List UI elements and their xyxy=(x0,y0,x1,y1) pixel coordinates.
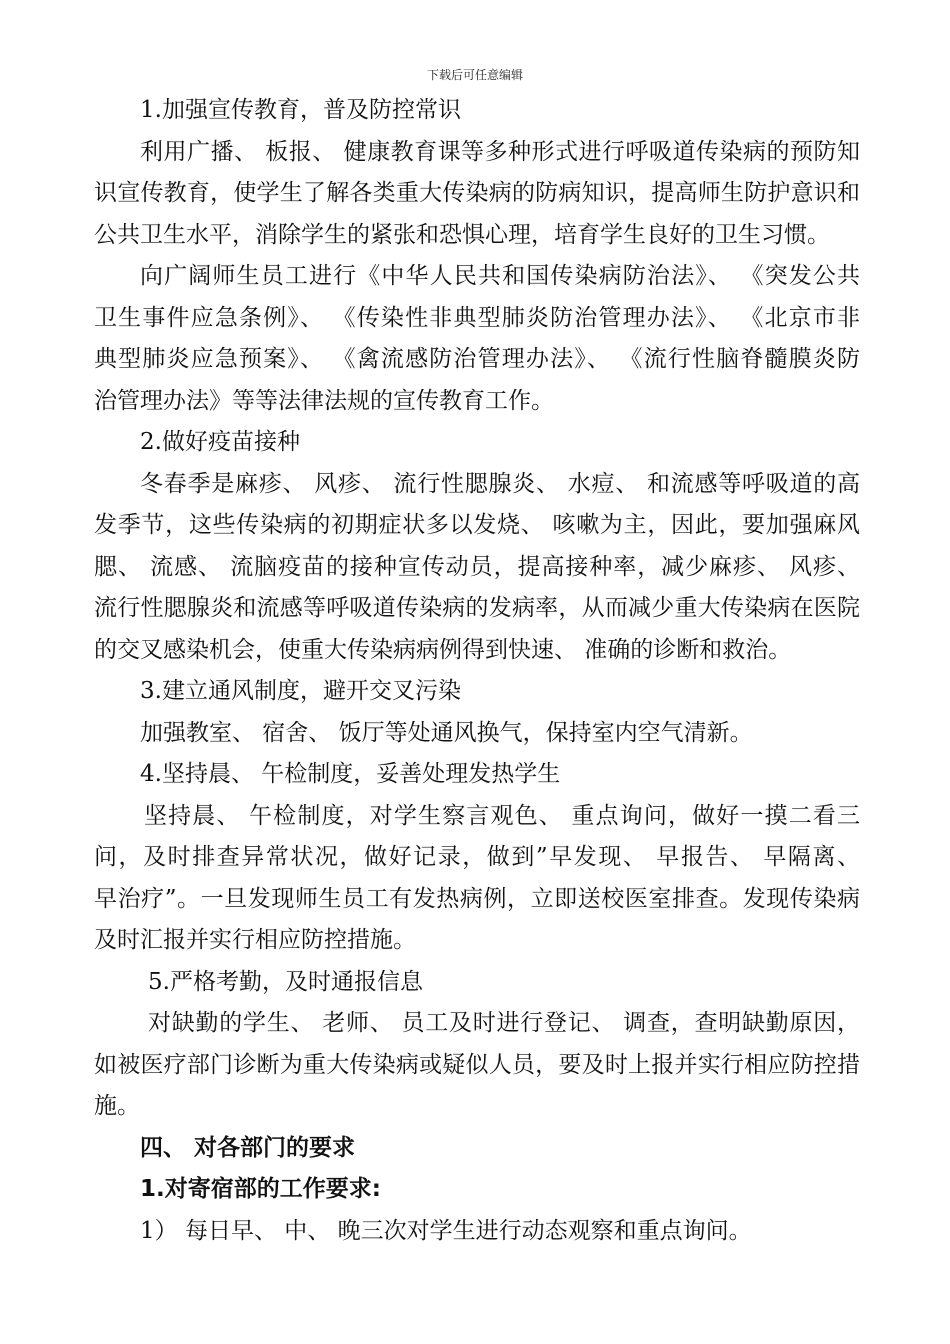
paragraph-line: 流行性腮腺炎和流感等呼吸道传染病的发病率，从而减少重大传染病在医院 xyxy=(94,595,860,621)
paragraph-line: 识宣传教育，使学生了解各类重大传染病的防病知识，提高师生防护意识和 xyxy=(94,180,860,206)
section-heading-4: 4.坚持晨、 午检制度，妥善处理发热学生 xyxy=(140,761,561,787)
subsection-heading: 1.对寄宿部的工作要求: xyxy=(140,1176,381,1202)
document-body xyxy=(94,90,860,1252)
paragraph-line: 对缺勤的学生、 老师、 员工及时进行登记、 调查，查明缺勤原因， xyxy=(148,1010,860,1036)
paragraph-line: 典型肺炎应急预案》、 《禽流感防治管理办法》、 《流行性脑脊髓膜炎防 xyxy=(94,346,860,372)
paragraph-line: 施。 xyxy=(94,1093,140,1119)
paragraph-line: 坚持晨、 午检制度，对学生察言观色、 重点询问，做好一摸二看三 xyxy=(144,802,860,829)
header-note: 下载后可任意编辑 xyxy=(426,68,523,82)
section-heading-2: 2.做好疫苗接种 xyxy=(140,429,300,455)
section-heading-5: 5.严格考勤，及时通报信息 xyxy=(148,968,423,995)
paragraph-line: 公共卫生水平，消除学生的紧张和恐惧心理，培育学生良好的卫生习惯。 xyxy=(94,221,830,248)
paragraph-line: 加强教室、 宿舍、 饭厅等处通风换气，保持室内空气清新。 xyxy=(140,719,753,746)
list-item: 1） 每日早、 中、 晚三次对学生进行动态观察和重点询问。 xyxy=(140,1217,752,1244)
paragraph-line: 冬春季是麻疹、 风疹、 流行性腮腺炎、 水痘、 和流感等呼吸道的高 xyxy=(140,470,860,497)
paragraph-line: 问，及时排查异常状况，做好记录，做到”早发现、 早报告、 早隔离、 xyxy=(94,844,860,870)
paragraph-line: 的交叉感染机会，使重大传染病病例得到快速、 准确的诊断和救治。 xyxy=(94,636,792,663)
section-heading-3: 3.建立通风制度，避开交叉污染 xyxy=(140,678,461,704)
paragraph-line: 利用广播、 板报、 健康教育课等多种形式进行呼吸道传染病的预防知 xyxy=(140,138,860,165)
section-heading-1: 1.加强宣传教育，普及防控常识 xyxy=(140,97,461,123)
paragraph-line: 向广阔师生员工进行《中华人民共和国传染病防治法》、 《突发公共 xyxy=(140,263,860,289)
paragraph-line: 治管理办法》等等法律法规的宣传教育工作。 xyxy=(94,387,554,414)
paragraph-line: 卫生事件应急条例》、 《传染性非典型肺炎防治管理办法》、 《北京市非 xyxy=(94,304,860,331)
chapter-heading: 四、 对各部门的要求 xyxy=(140,1134,356,1161)
paragraph-line: 早治疗”。一旦发现师生员工有发热病例，立即送校医室排查。发现传染病 xyxy=(94,885,860,912)
paragraph-line: 发季节，这些传染病的初期症状多以发烧、 咳嗽为主，因此，要加强麻风 xyxy=(94,512,860,538)
paragraph-line: 腮、 流感、 流脑疫苗的接种宣传动员，提高接种率，减少麻疹、 风疹、 xyxy=(94,553,860,580)
paragraph-line: 及时汇报并实行相应防控措施。 xyxy=(94,927,416,953)
paragraph-line: 如被医疗部门诊断为重大传染病或疑似人员，要及时上报并实行相应防控措 xyxy=(94,1051,860,1078)
